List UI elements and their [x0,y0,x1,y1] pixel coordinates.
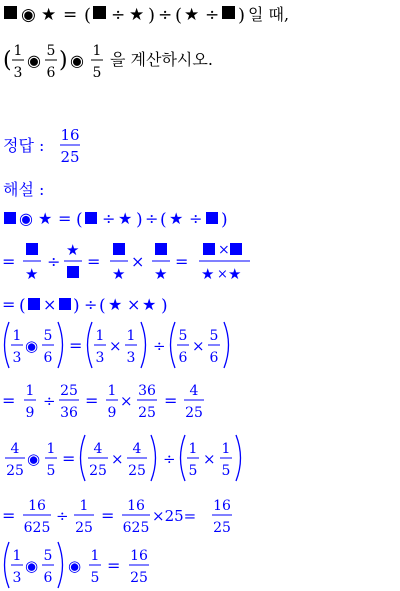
solution-line-1 [0,205,400,231]
star-symbol: ★ [142,295,157,314]
equals-sign: = [175,252,189,271]
equals-sign: = [87,252,101,271]
star-symbol: ★ [25,265,39,283]
equals-sign: = [2,295,16,314]
big-open-paren [88,322,93,368]
problem-condition-text: 일 때, [248,5,290,24]
solution-line-5 [0,375,400,425]
divide-sign: ÷ [43,392,56,410]
big-close-paren [151,435,156,481]
square-symbol [93,6,106,19]
circle-dot-operator: ◉ [27,450,41,468]
circle-dot-operator: ◉ [27,51,41,70]
fraction-numerator: 4 [93,441,103,457]
times-sign: × [217,267,228,282]
solution-line-3 [0,291,400,317]
fraction-denominator: 3 [12,570,22,586]
close-paren: ) [148,5,156,26]
times-sign: × [131,252,145,271]
fraction-numerator: 1 [25,383,35,399]
open-paren: ( [160,210,167,230]
divide-sign: ÷ [153,337,166,355]
equals-sign: = [85,391,99,410]
fraction-numerator: 1 [95,328,105,344]
big-close-paren [58,322,63,368]
solution-line-7 [0,490,400,540]
divide-sign: ÷ [102,209,116,228]
big-close-paren [224,322,229,368]
close-paren: ) [73,296,80,316]
result-numerator: 16 [130,548,148,564]
circle-dot-operator: ◉ [25,557,39,575]
answer-denominator: 25 [60,148,80,166]
fraction-denominator: 25 [128,463,146,479]
open-paren: ( [99,296,106,316]
times-sign: × [43,295,57,314]
square-symbol [206,212,218,224]
fraction-numerator: 1 [221,441,231,457]
circle-dot-operator: ◉ [70,51,84,70]
fraction-numerator: 5 [43,548,53,564]
times-sign: × [120,392,133,410]
open-paren: ( [175,5,183,26]
answer-numerator: 16 [60,126,80,144]
square-symbol [28,298,40,310]
fraction-denominator: 6 [209,350,219,366]
fraction-numerator: 1 [46,441,56,457]
fraction-numerator: 16 [213,498,231,514]
star-symbol: ★ [184,5,200,25]
solution-label: 해설 : [3,180,45,199]
solution-label-row [0,176,400,202]
close-paren: ) [161,296,168,316]
star-symbol: ★ [66,241,80,259]
fraction-denominator: 5 [92,65,102,81]
star-symbol: ★ [201,265,215,283]
fraction-numerator: 16 [28,498,46,514]
fraction-denominator: 9 [107,405,117,421]
star-symbol: ★ [41,5,57,25]
problem-instruction-text: 을 계산하시오. [110,50,213,69]
circle-dot-operator: ◉ [19,209,33,228]
fraction-denominator: 6 [46,65,56,81]
answer-label: 정답 : [3,136,45,155]
fraction-denominator: 5 [221,463,231,479]
fraction-numerator: 1 [12,328,22,344]
square-symbol [203,243,215,255]
result-denominator: 25 [130,570,148,586]
divide-sign: ÷ [163,450,176,468]
equals-sign: = [101,506,115,525]
big-open-paren [81,435,86,481]
fraction-denominator: 25 [138,405,156,421]
equals-sign: = [164,391,178,410]
answer-section [0,120,400,168]
divide-sign: ÷ [56,507,69,525]
equals-sign: = [107,556,121,575]
fraction-denominator: 3 [12,350,22,366]
square-symbol [4,6,17,19]
star-symbol: ★ [129,5,145,25]
fraction-numerator: 4 [189,383,199,399]
equals-sign: = [69,336,83,355]
times-sign: × [111,450,124,468]
equals-sign: = [63,5,78,25]
fraction-numerator: 1 [188,441,198,457]
big-close-paren [58,542,63,588]
fraction-numerator: 16 [127,498,145,514]
big-close-paren [141,322,146,368]
equals-sign: = [2,506,16,525]
square-symbol [85,212,97,224]
star-symbol: ★ [228,265,242,283]
divide-sign: ÷ [84,295,98,314]
problem-definition [0,0,400,30]
open-paren: ( [19,296,26,316]
fraction-denominator: 6 [43,350,53,366]
big-close-paren [236,435,241,481]
divide-sign: ÷ [47,252,61,271]
fraction-numerator: 5 [43,328,53,344]
divide-sign: ÷ [111,5,126,25]
divide-sign: ÷ [205,5,220,25]
fraction-numerator: 1 [107,383,117,399]
solution-line-8 [0,539,400,591]
star-symbol: ★ [108,295,123,314]
star-symbol: ★ [38,209,53,228]
close-paren: ) [136,210,143,230]
fraction-denominator: 625 [122,520,150,536]
divide-sign: ÷ [158,5,173,25]
fraction-denominator: 3 [13,65,23,81]
big-open-paren [171,322,176,368]
fraction-numerator: 1 [92,43,102,59]
times-sign: × [218,242,230,258]
fraction-denominator: 6 [178,350,188,366]
fraction-numerator: 25 [60,383,78,399]
big-open-paren [5,542,10,588]
square-symbol [67,266,79,278]
circle-dot-operator: ◉ [21,5,36,25]
divide-sign: ÷ [189,209,203,228]
fraction-numerator: 1 [12,548,22,564]
fraction-numerator: 5 [178,328,188,344]
fraction-denominator: 625 [23,520,51,536]
open-paren: ( [3,48,12,73]
fraction-numerator: 1 [126,328,136,344]
big-open-paren [5,322,10,368]
fraction-numerator: 1 [90,548,100,564]
fraction-numerator: 5 [209,328,219,344]
times-sign: × [127,295,141,314]
times-25-equals: ×25= [152,507,197,525]
times-sign: × [192,337,205,355]
star-symbol: ★ [169,209,184,228]
solution-line-6 [0,432,400,484]
fraction-denominator: 25 [89,463,107,479]
square-symbol [59,298,71,310]
square-symbol [155,243,167,255]
close-paren: ) [221,210,228,230]
fraction-denominator: 25 [75,520,93,536]
square-symbol [4,212,16,224]
fraction-numerator: 1 [79,498,89,514]
square-symbol [113,243,125,255]
close-paren: ) [59,48,68,73]
equals-sign: = [62,449,76,468]
big-open-paren [181,435,186,481]
fraction-denominator: 25 [213,520,231,536]
square-symbol [26,243,38,255]
star-symbol: ★ [118,209,133,228]
fraction-numerator: 1 [13,43,23,59]
solution-line-4 [0,319,400,371]
times-sign: × [203,450,216,468]
problem-question [0,36,400,86]
open-paren: ( [76,210,83,230]
fraction-numerator: 4 [132,441,142,457]
circle-dot-operator: ◉ [68,557,82,575]
solution-line-2 [0,237,400,285]
fraction-denominator: 25 [6,463,24,479]
times-sign: × [109,337,122,355]
fraction-denominator: 5 [90,570,100,586]
square-symbol [222,6,235,19]
fraction-denominator: 9 [25,405,35,421]
fraction-denominator: 6 [43,570,53,586]
fraction-denominator: 3 [95,350,105,366]
square-symbol [230,243,242,255]
fraction-denominator: 25 [185,405,203,421]
circle-dot-operator: ◉ [25,337,39,355]
fraction-numerator: 5 [46,43,56,59]
fraction-denominator: 5 [46,463,56,479]
equals-sign: = [58,209,72,228]
star-symbol: ★ [112,265,126,283]
close-paren: ) [238,5,246,26]
equals-sign: = [2,391,16,410]
equals-sign: = [2,252,16,271]
open-paren: ( [84,5,92,26]
divide-sign: ÷ [145,209,159,228]
fraction-numerator: 4 [10,441,20,457]
star-symbol: ★ [154,265,168,283]
fraction-denominator: 5 [188,463,198,479]
fraction-denominator: 3 [126,350,136,366]
fraction-numerator: 36 [138,383,156,399]
fraction-denominator: 36 [60,405,78,421]
